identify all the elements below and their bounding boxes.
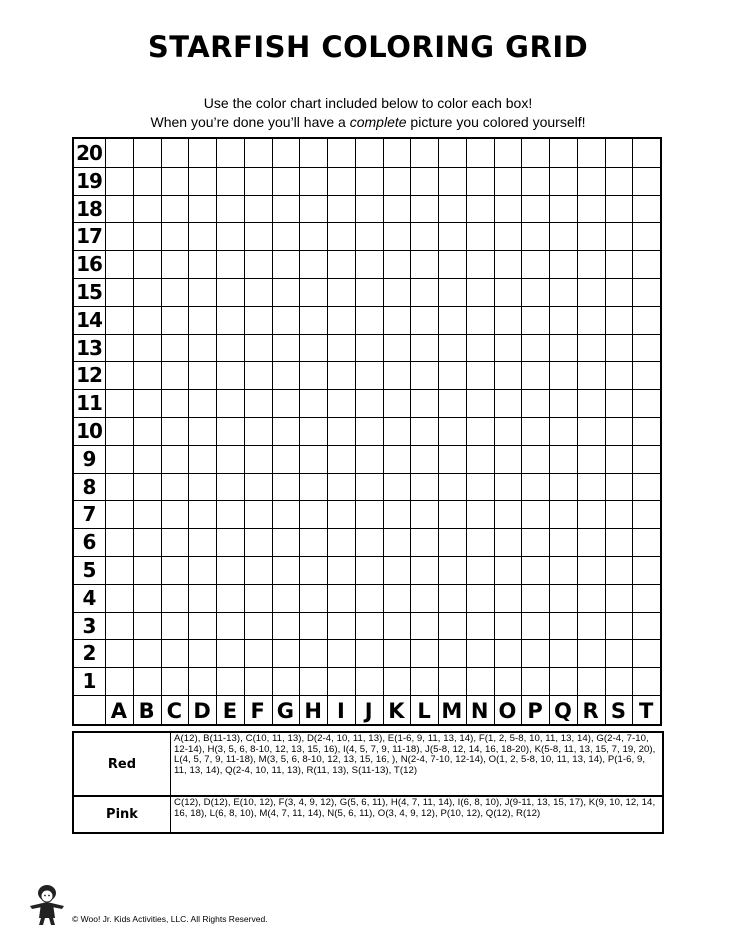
column-label: F (250, 698, 265, 723)
column-label: H (304, 698, 322, 723)
row-label: 19 (76, 168, 102, 193)
row-label: 9 (82, 446, 96, 471)
grid-line (74, 556, 660, 557)
instructions-text: picture you colored yourself! (406, 114, 586, 130)
grid-line (438, 139, 439, 725)
grid-line (521, 139, 522, 725)
column-label: P (527, 698, 543, 723)
grid-line (74, 222, 660, 223)
grid-line (74, 306, 660, 307)
grid-line (383, 139, 384, 725)
grid-line (244, 139, 245, 725)
grid-line (74, 528, 660, 529)
column-label: S (610, 698, 626, 723)
row-label: 12 (76, 363, 102, 388)
grid-line (74, 500, 660, 501)
grid-line (549, 139, 550, 725)
grid-line (74, 639, 660, 640)
grid-line (272, 139, 273, 725)
grid-line (216, 139, 217, 725)
grid-line (74, 473, 660, 474)
instructions-line-2 (0, 113, 736, 132)
row-label: 13 (76, 335, 102, 360)
column-label: R (582, 698, 599, 723)
grid-line (74, 417, 660, 418)
row-label: 16 (76, 252, 102, 277)
column-label: M (441, 698, 463, 723)
row-label: 7 (82, 502, 96, 527)
copyright-notice: © Woo! Jr. Kids Activities, LLC. All Rights Reserved. (72, 914, 268, 924)
instructions-emphasis: complete (349, 114, 407, 130)
instructions-line-1: Use the color chart included below to color each box! (203, 95, 533, 111)
grid-line (74, 334, 660, 335)
grid-line (327, 139, 328, 725)
row-label: 6 (82, 530, 96, 555)
grid-line (410, 139, 411, 725)
row-label: 3 (82, 613, 96, 638)
grid-line (188, 139, 189, 725)
column-label: C (166, 698, 183, 723)
column-label: J (364, 698, 373, 723)
grid-line (299, 139, 300, 725)
color-chart-row-pink (74, 797, 662, 832)
grid-line (605, 139, 606, 725)
row-label: 5 (82, 558, 96, 582)
color-chart (72, 731, 664, 834)
grid-line (74, 195, 660, 196)
grid-line (74, 167, 660, 168)
color-chart-row-red (74, 733, 662, 797)
row-label: 15 (76, 280, 102, 304)
grid-line (632, 139, 633, 725)
grid-line (74, 584, 660, 585)
column-label: D (193, 698, 211, 723)
grid-line (133, 139, 134, 725)
mascot-logo-icon (24, 884, 70, 926)
page-title: STARFISH COLORING GRID (147, 30, 589, 64)
grid-line (74, 361, 660, 362)
grid-line (74, 612, 660, 613)
color-coordinates: C(12), D(12), E(10, 12), F(3, 4, 9, 12), G(5, 6, 11), H(4, 7, 11, 14), I(6, 8, 10), J(9-11, 13, 15, 17), K(9, 10, 12, 14, 16, 18), L(6, 8, 10), M(4, 7, 11, 14), N(5, 6, 11), O(3, 4, 9, 12), P(10, 12), Q(12), R(12) (174, 797, 656, 819)
grid-line (161, 139, 162, 725)
column-label: A (110, 698, 127, 723)
grid-line (74, 278, 660, 279)
column-label: O (498, 698, 517, 723)
grid-line (355, 139, 356, 725)
column-label: T (638, 698, 654, 723)
grid-line (577, 139, 578, 725)
grid-line (494, 139, 495, 725)
row-label: 4 (82, 585, 96, 610)
row-label: 11 (76, 391, 102, 416)
column-label: G (276, 698, 294, 723)
grid-line (74, 445, 660, 446)
coloring-grid (72, 137, 662, 726)
column-label: E (222, 698, 238, 723)
column-label: Q (553, 698, 572, 723)
row-label: 17 (76, 224, 102, 249)
column-label: N (470, 698, 489, 723)
color-name: Pink (74, 797, 171, 832)
row-label: 14 (76, 307, 102, 332)
row-label: 1 (82, 669, 96, 694)
column-label: I (336, 698, 345, 723)
instructions-text: When you’re done you’ll have a (150, 114, 350, 130)
grid-line (466, 139, 467, 725)
row-label: 8 (82, 474, 96, 499)
column-label: K (388, 698, 405, 723)
instructions (0, 94, 736, 132)
row-label: 18 (76, 196, 102, 221)
color-name: Red (74, 733, 171, 795)
grid-line (74, 667, 660, 668)
grid-line (105, 139, 106, 725)
grid-line (74, 250, 660, 251)
column-label: B (138, 698, 155, 723)
color-coordinates: A(12), B(11-13), C(10, 11, 13), D(2-4, 10, 11, 13), E(1-6, 9, 11, 13, 14), F(1, 2, 5-8, 10, 11, 13, 14), G(2-4, 7-10, 12-14), H(3, 5, 6, 8-10, 12, 13, 15, 16), I(4, 5, 7, 9, 11-18), J(5-8, 12, 14, 16, 18-20), K(5-8, 11, 13, 15, 7, 19, 20), L(4, 5, 7, 9, 11-18), M(3, 5, 6, 8-10, 12, 13, 15, 16, ), N(2-4, 7-10, 12-14), O(1, 2, 5-8, 10, 11, 13, 14), P(1-6, 9, 11, 13, 14), Q(2-4, 10, 11, 13), R(11, 13), S(11-13), T(12) (174, 733, 656, 776)
row-label: 2 (82, 641, 96, 666)
row-label: 20 (76, 141, 102, 165)
column-label: L (417, 698, 431, 723)
grid-line (74, 389, 660, 390)
row-label: 10 (76, 419, 102, 443)
